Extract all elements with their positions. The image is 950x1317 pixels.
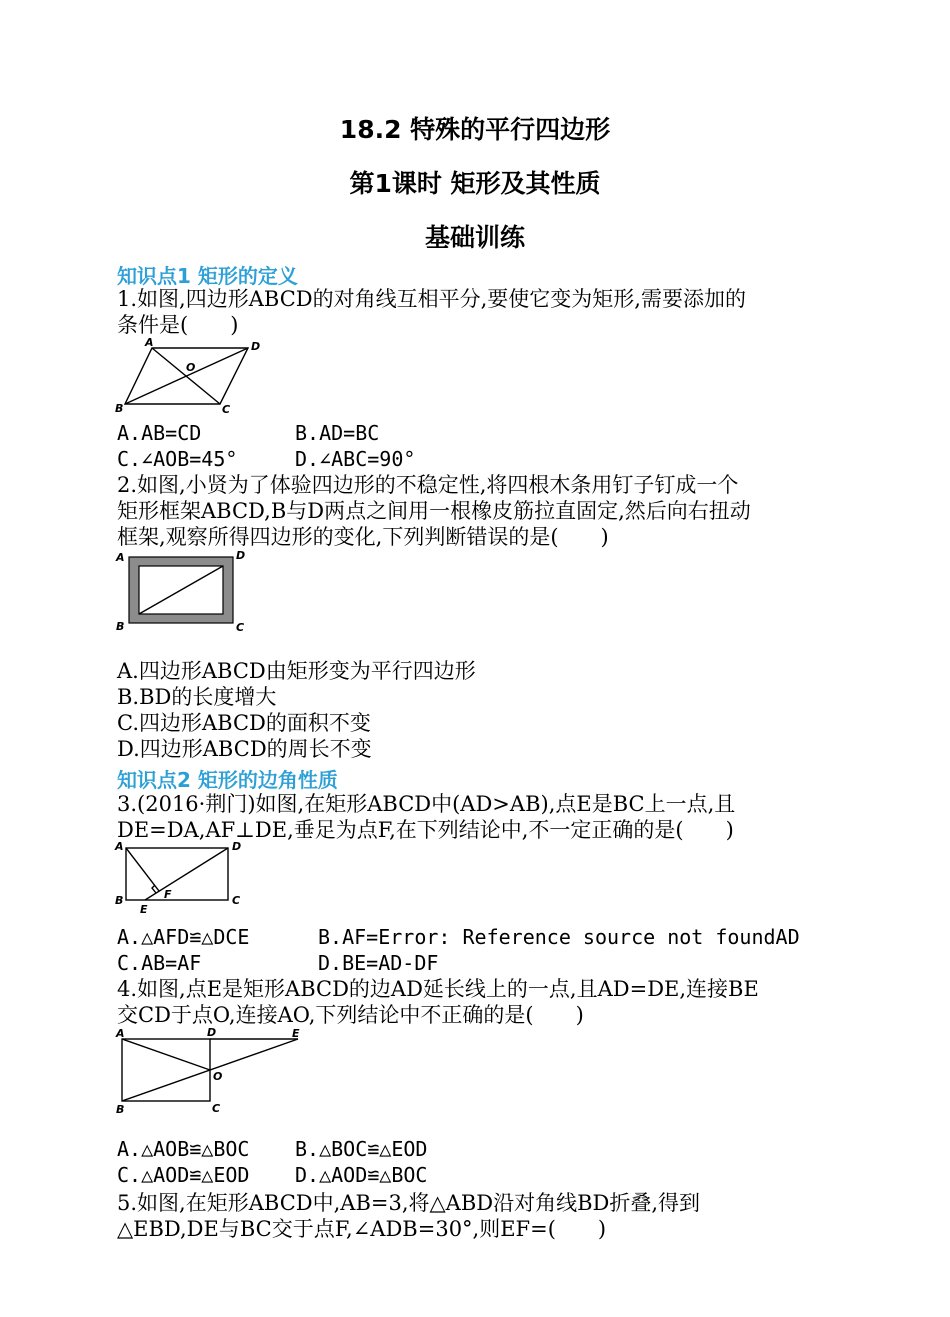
q4-line-1: 4.如图,点E是矩形ABCD的边AD延长线上的一点,且AD=DE,连接BE [117,977,759,1001]
q4-label-c: C [212,1102,221,1115]
q2-option-c: C.四边形ABCD的面积不变 [117,711,371,735]
q2-label-c: C [236,621,245,634]
q3-option-b: B.AF=Error: Reference source not foundAD [318,925,800,949]
q1-line-1: 1.如图,四边形ABCD的对角线互相平分,要使它变为矩形,需要添加的 [117,287,746,311]
q1-label-a: A [145,336,154,349]
q2-label-d: D [236,549,246,562]
q2-line-1: 2.如图,小贤为了体验四边形的不稳定性,将四根木条用钉子钉成一个 [117,473,739,497]
q5-line-2: △EBD,DE与BC交于点F,∠ADB=30°,则EF=( ) [117,1217,607,1241]
q1-figure [112,336,262,416]
q3-option-c: C.AB=AF [117,951,202,975]
q4-label-d: D [207,1026,217,1039]
part-title: 基础训练 [424,223,525,252]
q1-option-b: B.AD=BC [295,421,380,445]
q4-option-b: B.△BOC≌△EOD [295,1137,428,1161]
q4-option-d: D.△AOD≌△BOC [295,1163,428,1187]
q1-option-c: C.∠AOB=45° [117,447,238,471]
q2-figure [112,548,252,638]
q3-label-f: F [164,888,172,901]
q3-line-2: DE=DA,AF⊥DE,垂足为点F,在下列结论中,不一定正确的是( ) [117,818,734,842]
q1-option-d: D.∠ABC=90° [295,447,416,471]
q3-line-1: 3.(2016·荆门)如图,在矩形ABCD中(AD>AB),点E是BC上一点,且 [117,792,736,816]
q2-line-3: 框架,观察所得四边形的变化,下列判断错误的是( ) [117,525,609,549]
q2-label-b: B [116,620,125,633]
q4-option-c: C.△AOD≌△EOD [117,1163,250,1187]
q2-option-a: A.四边形ABCD由矩形变为平行四边形 [117,659,476,683]
q1-label-d: D [251,340,261,353]
knowledge-point-1: 知识点1 矩形的定义 [117,264,298,288]
q3-label-a: A [115,840,124,853]
q1-line-2: 条件是( ) [117,313,239,337]
q5-line-1: 5.如图,在矩形ABCD中,AB=3,将△ABD沿对角线BD折叠,得到 [117,1191,701,1215]
q2-label-a: A [116,551,125,564]
q1-label-b: B [115,402,124,415]
q4-figure [112,1026,312,1118]
section-title: 18.2 特殊的平行四边形 [339,115,611,144]
q3-label-e: E [140,903,148,916]
q3-option-a: A.△AFD≌△DCE [117,925,250,949]
q2-option-d: D.四边形ABCD的周长不变 [117,737,372,761]
q2-line-2: 矩形框架ABCD,B与D两点之间用一根橡皮筋拉直固定,然后向右扭动 [117,499,751,523]
q4-label-b: B [116,1103,125,1116]
q1-label-o: O [186,361,196,374]
q4-option-a: A.△AOB≌△BOC [117,1137,250,1161]
lesson-title: 第1课时 矩形及其性质 [349,169,601,198]
q3-option-d: D.BE=AD-DF [318,951,439,975]
q1-label-c: C [222,403,231,416]
q2-option-b: B.BD的长度增大 [117,685,277,709]
q4-label-e: E [292,1027,300,1040]
q4-label-a: A [116,1027,125,1040]
q4-label-o: O [213,1070,223,1083]
q3-label-c: C [232,894,241,907]
q4-line-2: 交CD于点O,连接AO,下列结论中不正确的是( ) [117,1003,584,1027]
q1-option-a: A.AB=CD [117,421,202,445]
knowledge-point-2: 知识点2 矩形的边角性质 [117,768,338,792]
q3-figure [112,838,252,918]
q3-label-b: B [115,894,124,907]
q3-label-d: D [232,840,242,853]
